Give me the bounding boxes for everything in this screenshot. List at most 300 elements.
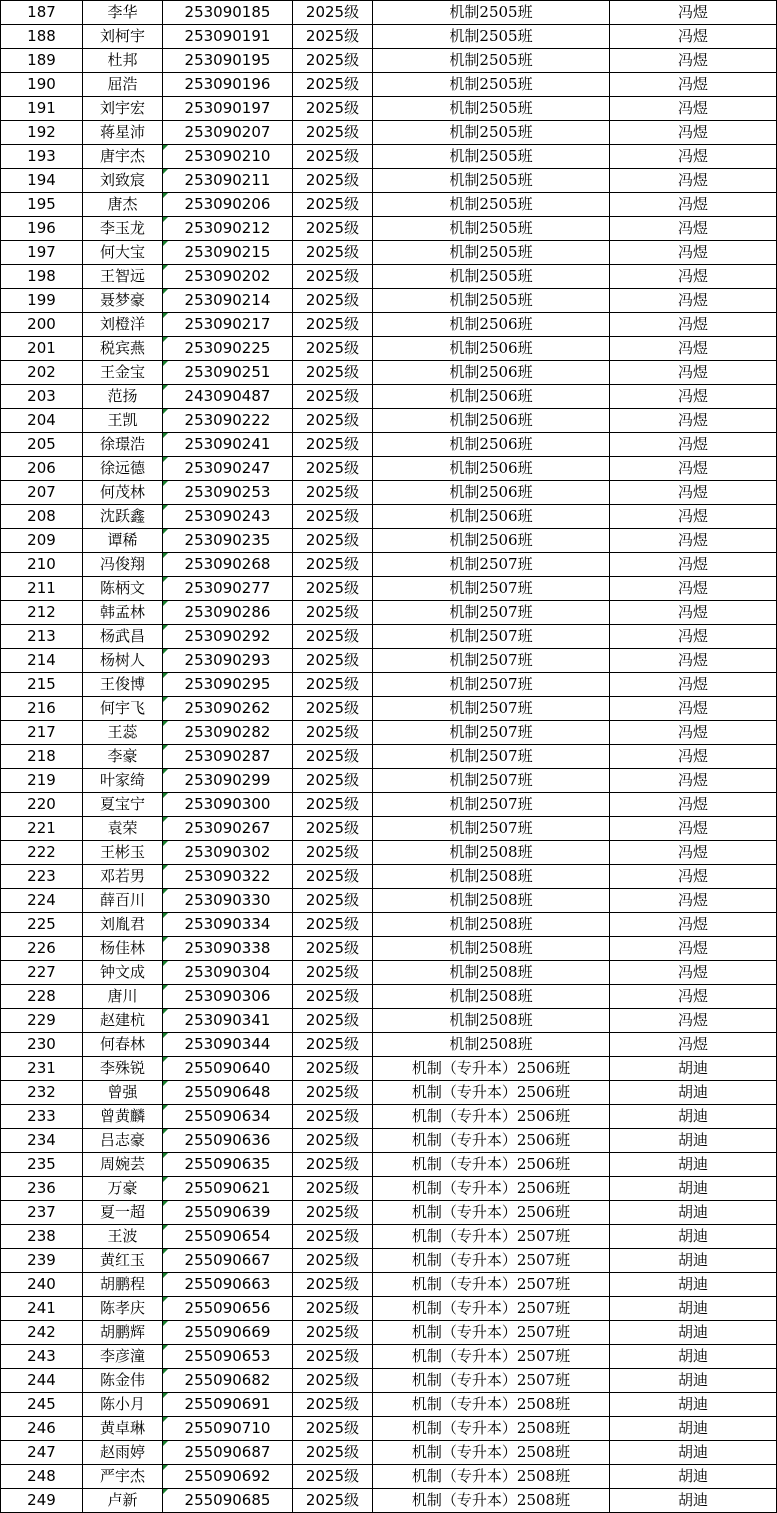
- seq-cell[interactable]: 229: [1, 1009, 83, 1033]
- table-row[interactable]: [1, 1297, 777, 1321]
- advisor-cell[interactable]: 胡迪: [610, 1489, 777, 1513]
- table-row[interactable]: [1, 673, 777, 697]
- advisor-cell[interactable]: 胡迪: [610, 1393, 777, 1417]
- name-cell[interactable]: 范扬: [83, 385, 163, 409]
- seq-cell[interactable]: 221: [1, 817, 83, 841]
- class-cell[interactable]: 机制（专升本）2508班: [373, 1417, 610, 1441]
- grade-cell[interactable]: 2025级: [293, 193, 373, 217]
- table-row[interactable]: [1, 505, 777, 529]
- grade-cell[interactable]: 2025级: [293, 49, 373, 73]
- name-cell[interactable]: 冯俊翔: [83, 553, 163, 577]
- seq-cell[interactable]: 227: [1, 961, 83, 985]
- table-row[interactable]: [1, 1105, 777, 1129]
- table-row[interactable]: [1, 1273, 777, 1297]
- advisor-cell[interactable]: 冯煜: [610, 385, 777, 409]
- class-cell[interactable]: 机制（专升本）2506班: [373, 1177, 610, 1201]
- table-row[interactable]: [1, 553, 777, 577]
- name-cell[interactable]: 韩孟林: [83, 601, 163, 625]
- name-cell[interactable]: 王金宝: [83, 361, 163, 385]
- class-cell[interactable]: 机制2505班: [373, 217, 610, 241]
- class-cell[interactable]: 机制（专升本）2506班: [373, 1057, 610, 1081]
- class-cell[interactable]: 机制（专升本）2506班: [373, 1129, 610, 1153]
- class-cell[interactable]: 机制2508班: [373, 913, 610, 937]
- class-cell[interactable]: 机制（专升本）2507班: [373, 1297, 610, 1321]
- grade-cell[interactable]: 2025级: [293, 1081, 373, 1105]
- table-row[interactable]: [1, 313, 777, 337]
- student-id-cell[interactable]: 255090621: [163, 1177, 293, 1201]
- student-id-cell[interactable]: 255090685: [163, 1489, 293, 1513]
- advisor-cell[interactable]: 冯煜: [610, 73, 777, 97]
- student-id-cell[interactable]: 255090648: [163, 1081, 293, 1105]
- name-cell[interactable]: 吕志豪: [83, 1129, 163, 1153]
- grade-cell[interactable]: 2025级: [293, 745, 373, 769]
- advisor-cell[interactable]: 冯煜: [610, 457, 777, 481]
- student-id-cell[interactable]: 253090268: [163, 553, 293, 577]
- name-cell[interactable]: 胡鹏程: [83, 1273, 163, 1297]
- table-row[interactable]: [1, 457, 777, 481]
- grade-cell[interactable]: 2025级: [293, 1417, 373, 1441]
- advisor-cell[interactable]: 胡迪: [610, 1465, 777, 1489]
- name-cell[interactable]: 何茂林: [83, 481, 163, 505]
- table-row[interactable]: [1, 73, 777, 97]
- name-cell[interactable]: 周婉芸: [83, 1153, 163, 1177]
- class-cell[interactable]: 机制2508班: [373, 985, 610, 1009]
- student-id-cell[interactable]: 253090197: [163, 97, 293, 121]
- student-id-cell[interactable]: 253090185: [163, 1, 293, 25]
- student-id-cell[interactable]: 253090202: [163, 265, 293, 289]
- seq-cell[interactable]: 207: [1, 481, 83, 505]
- name-cell[interactable]: 蒋星沛: [83, 121, 163, 145]
- seq-cell[interactable]: 249: [1, 1489, 83, 1513]
- grade-cell[interactable]: 2025级: [293, 865, 373, 889]
- seq-cell[interactable]: 233: [1, 1105, 83, 1129]
- advisor-cell[interactable]: 冯煜: [610, 313, 777, 337]
- seq-cell[interactable]: 197: [1, 241, 83, 265]
- name-cell[interactable]: 王凯: [83, 409, 163, 433]
- seq-cell[interactable]: 210: [1, 553, 83, 577]
- class-cell[interactable]: 机制（专升本）2508班: [373, 1441, 610, 1465]
- grade-cell[interactable]: 2025级: [293, 673, 373, 697]
- name-cell[interactable]: 唐杰: [83, 193, 163, 217]
- name-cell[interactable]: 薛百川: [83, 889, 163, 913]
- advisor-cell[interactable]: 冯煜: [610, 1, 777, 25]
- class-cell[interactable]: 机制2506班: [373, 313, 610, 337]
- advisor-cell[interactable]: 冯煜: [610, 409, 777, 433]
- student-id-cell[interactable]: 255090654: [163, 1225, 293, 1249]
- class-cell[interactable]: 机制2506班: [373, 337, 610, 361]
- name-cell[interactable]: 唐川: [83, 985, 163, 1009]
- student-id-cell[interactable]: 253090215: [163, 241, 293, 265]
- seq-cell[interactable]: 188: [1, 25, 83, 49]
- table-row[interactable]: [1, 361, 777, 385]
- name-cell[interactable]: 袁荣: [83, 817, 163, 841]
- seq-cell[interactable]: 196: [1, 217, 83, 241]
- advisor-cell[interactable]: 胡迪: [610, 1225, 777, 1249]
- class-cell[interactable]: 机制（专升本）2506班: [373, 1201, 610, 1225]
- class-cell[interactable]: 机制2506班: [373, 361, 610, 385]
- advisor-cell[interactable]: 胡迪: [610, 1201, 777, 1225]
- name-cell[interactable]: 何宇飞: [83, 697, 163, 721]
- student-id-cell[interactable]: 253090241: [163, 433, 293, 457]
- class-cell[interactable]: 机制2505班: [373, 25, 610, 49]
- advisor-cell[interactable]: 胡迪: [610, 1297, 777, 1321]
- grade-cell[interactable]: 2025级: [293, 361, 373, 385]
- class-cell[interactable]: 机制（专升本）2508班: [373, 1489, 610, 1513]
- seq-cell[interactable]: 203: [1, 385, 83, 409]
- student-id-cell[interactable]: 253090243: [163, 505, 293, 529]
- name-cell[interactable]: 李豪: [83, 745, 163, 769]
- seq-cell[interactable]: 217: [1, 721, 83, 745]
- class-cell[interactable]: 机制2507班: [373, 601, 610, 625]
- advisor-cell[interactable]: 胡迪: [610, 1441, 777, 1465]
- student-id-cell[interactable]: 253090299: [163, 769, 293, 793]
- grade-cell[interactable]: 2025级: [293, 985, 373, 1009]
- seq-cell[interactable]: 236: [1, 1177, 83, 1201]
- class-cell[interactable]: 机制2505班: [373, 265, 610, 289]
- seq-cell[interactable]: 242: [1, 1321, 83, 1345]
- student-id-cell[interactable]: 253090212: [163, 217, 293, 241]
- grade-cell[interactable]: 2025级: [293, 145, 373, 169]
- student-id-cell[interactable]: 253090222: [163, 409, 293, 433]
- table-row[interactable]: [1, 1009, 777, 1033]
- name-cell[interactable]: 徐远德: [83, 457, 163, 481]
- table-row[interactable]: [1, 25, 777, 49]
- table-row[interactable]: [1, 841, 777, 865]
- seq-cell[interactable]: 248: [1, 1465, 83, 1489]
- advisor-cell[interactable]: 冯煜: [610, 553, 777, 577]
- table-row[interactable]: [1, 1369, 777, 1393]
- grade-cell[interactable]: 2025级: [293, 505, 373, 529]
- advisor-cell[interactable]: 胡迪: [610, 1105, 777, 1129]
- student-id-cell[interactable]: 253090344: [163, 1033, 293, 1057]
- name-cell[interactable]: 叶家绮: [83, 769, 163, 793]
- grade-cell[interactable]: 2025级: [293, 529, 373, 553]
- name-cell[interactable]: 刘宇宏: [83, 97, 163, 121]
- table-row[interactable]: [1, 985, 777, 1009]
- table-row[interactable]: [1, 769, 777, 793]
- student-id-cell[interactable]: 253090196: [163, 73, 293, 97]
- name-cell[interactable]: 杜邦: [83, 49, 163, 73]
- name-cell[interactable]: 屈浩: [83, 73, 163, 97]
- grade-cell[interactable]: 2025级: [293, 769, 373, 793]
- student-id-cell[interactable]: 253090210: [163, 145, 293, 169]
- table-row[interactable]: [1, 1129, 777, 1153]
- grade-cell[interactable]: 2025级: [293, 817, 373, 841]
- seq-cell[interactable]: 246: [1, 1417, 83, 1441]
- grade-cell[interactable]: 2025级: [293, 937, 373, 961]
- table-row[interactable]: [1, 1441, 777, 1465]
- student-id-cell[interactable]: 255090656: [163, 1297, 293, 1321]
- advisor-cell[interactable]: 冯煜: [610, 745, 777, 769]
- class-cell[interactable]: 机制2507班: [373, 817, 610, 841]
- table-row[interactable]: [1, 337, 777, 361]
- grade-cell[interactable]: 2025级: [293, 97, 373, 121]
- name-cell[interactable]: 夏宝宁: [83, 793, 163, 817]
- student-id-cell[interactable]: 253090341: [163, 1009, 293, 1033]
- seq-cell[interactable]: 205: [1, 433, 83, 457]
- class-cell[interactable]: 机制2505班: [373, 169, 610, 193]
- table-row[interactable]: [1, 1081, 777, 1105]
- table-row[interactable]: [1, 649, 777, 673]
- table-row[interactable]: [1, 217, 777, 241]
- name-cell[interactable]: 李玉龙: [83, 217, 163, 241]
- student-id-cell[interactable]: 253090267: [163, 817, 293, 841]
- grade-cell[interactable]: 2025级: [293, 1465, 373, 1489]
- name-cell[interactable]: 王智远: [83, 265, 163, 289]
- name-cell[interactable]: 沈跃鑫: [83, 505, 163, 529]
- seq-cell[interactable]: 200: [1, 313, 83, 337]
- advisor-cell[interactable]: 冯煜: [610, 361, 777, 385]
- table-row[interactable]: [1, 913, 777, 937]
- grade-cell[interactable]: 2025级: [293, 409, 373, 433]
- student-id-cell[interactable]: 253090217: [163, 313, 293, 337]
- seq-cell[interactable]: 228: [1, 985, 83, 1009]
- grade-cell[interactable]: 2025级: [293, 553, 373, 577]
- class-cell[interactable]: 机制（专升本）2507班: [373, 1321, 610, 1345]
- grade-cell[interactable]: 2025级: [293, 601, 373, 625]
- seq-cell[interactable]: 244: [1, 1369, 83, 1393]
- student-id-cell[interactable]: 253090322: [163, 865, 293, 889]
- student-id-cell[interactable]: 253090191: [163, 25, 293, 49]
- student-id-cell[interactable]: 255090687: [163, 1441, 293, 1465]
- class-cell[interactable]: 机制2506班: [373, 529, 610, 553]
- grade-cell[interactable]: 2025级: [293, 1153, 373, 1177]
- table-row[interactable]: [1, 1321, 777, 1345]
- advisor-cell[interactable]: 冯煜: [610, 505, 777, 529]
- name-cell[interactable]: 徐璟浩: [83, 433, 163, 457]
- grade-cell[interactable]: 2025级: [293, 433, 373, 457]
- table-row[interactable]: [1, 1225, 777, 1249]
- class-cell[interactable]: 机制2505班: [373, 145, 610, 169]
- table-row[interactable]: [1, 817, 777, 841]
- name-cell[interactable]: 陈小月: [83, 1393, 163, 1417]
- table-row[interactable]: [1, 1, 777, 25]
- table-row[interactable]: [1, 889, 777, 913]
- name-cell[interactable]: 杨武昌: [83, 625, 163, 649]
- student-id-cell[interactable]: 253090330: [163, 889, 293, 913]
- class-cell[interactable]: 机制2507班: [373, 721, 610, 745]
- name-cell[interactable]: 杨树人: [83, 649, 163, 673]
- table-row[interactable]: [1, 1177, 777, 1201]
- student-id-cell[interactable]: 253090334: [163, 913, 293, 937]
- class-cell[interactable]: 机制2507班: [373, 577, 610, 601]
- class-cell[interactable]: 机制（专升本）2507班: [373, 1369, 610, 1393]
- class-cell[interactable]: 机制2506班: [373, 457, 610, 481]
- name-cell[interactable]: 唐宇杰: [83, 145, 163, 169]
- seq-cell[interactable]: 239: [1, 1249, 83, 1273]
- class-cell[interactable]: 机制（专升本）2508班: [373, 1465, 610, 1489]
- advisor-cell[interactable]: 冯煜: [610, 97, 777, 121]
- student-id-cell[interactable]: 253090253: [163, 481, 293, 505]
- student-id-cell[interactable]: 253090225: [163, 337, 293, 361]
- name-cell[interactable]: 税宾燕: [83, 337, 163, 361]
- class-cell[interactable]: 机制（专升本）2507班: [373, 1225, 610, 1249]
- class-cell[interactable]: 机制2507班: [373, 697, 610, 721]
- table-row[interactable]: [1, 529, 777, 553]
- name-cell[interactable]: 严宇杰: [83, 1465, 163, 1489]
- seq-cell[interactable]: 226: [1, 937, 83, 961]
- advisor-cell[interactable]: 冯煜: [610, 841, 777, 865]
- grade-cell[interactable]: 2025级: [293, 1489, 373, 1513]
- advisor-cell[interactable]: 冯煜: [610, 529, 777, 553]
- grade-cell[interactable]: 2025级: [293, 169, 373, 193]
- advisor-cell[interactable]: 冯煜: [610, 577, 777, 601]
- advisor-cell[interactable]: 冯煜: [610, 649, 777, 673]
- name-cell[interactable]: 陈金伟: [83, 1369, 163, 1393]
- grade-cell[interactable]: 2025级: [293, 481, 373, 505]
- student-id-cell[interactable]: 253090262: [163, 697, 293, 721]
- name-cell[interactable]: 刘柯宇: [83, 25, 163, 49]
- grade-cell[interactable]: 2025级: [293, 1393, 373, 1417]
- table-row[interactable]: [1, 481, 777, 505]
- seq-cell[interactable]: 223: [1, 865, 83, 889]
- name-cell[interactable]: 李华: [83, 1, 163, 25]
- student-id-cell[interactable]: 253090286: [163, 601, 293, 625]
- table-row[interactable]: [1, 601, 777, 625]
- advisor-cell[interactable]: 冯煜: [610, 937, 777, 961]
- grade-cell[interactable]: 2025级: [293, 1321, 373, 1345]
- student-id-cell[interactable]: 243090487: [163, 385, 293, 409]
- table-row[interactable]: [1, 697, 777, 721]
- grade-cell[interactable]: 2025级: [293, 217, 373, 241]
- seq-cell[interactable]: 245: [1, 1393, 83, 1417]
- name-cell[interactable]: 王彬玉: [83, 841, 163, 865]
- table-row[interactable]: [1, 745, 777, 769]
- advisor-cell[interactable]: 冯煜: [610, 217, 777, 241]
- class-cell[interactable]: 机制2507班: [373, 769, 610, 793]
- seq-cell[interactable]: 212: [1, 601, 83, 625]
- class-cell[interactable]: 机制2505班: [373, 193, 610, 217]
- advisor-cell[interactable]: 冯煜: [610, 481, 777, 505]
- seq-cell[interactable]: 193: [1, 145, 83, 169]
- student-id-cell[interactable]: 255090640: [163, 1057, 293, 1081]
- grade-cell[interactable]: 2025级: [293, 1201, 373, 1225]
- class-cell[interactable]: 机制（专升本）2506班: [373, 1105, 610, 1129]
- name-cell[interactable]: 刘致宸: [83, 169, 163, 193]
- class-cell[interactable]: 机制2508班: [373, 937, 610, 961]
- table-row[interactable]: [1, 1033, 777, 1057]
- class-cell[interactable]: 机制（专升本）2506班: [373, 1081, 610, 1105]
- table-row[interactable]: [1, 721, 777, 745]
- seq-cell[interactable]: 192: [1, 121, 83, 145]
- student-id-cell[interactable]: 253090338: [163, 937, 293, 961]
- class-cell[interactable]: 机制2508班: [373, 865, 610, 889]
- student-id-cell[interactable]: 253090235: [163, 529, 293, 553]
- grade-cell[interactable]: 2025级: [293, 265, 373, 289]
- class-cell[interactable]: 机制（专升本）2508班: [373, 1393, 610, 1417]
- student-id-cell[interactable]: 255090682: [163, 1369, 293, 1393]
- grade-cell[interactable]: 2025级: [293, 1225, 373, 1249]
- name-cell[interactable]: 邓若男: [83, 865, 163, 889]
- table-row[interactable]: [1, 577, 777, 601]
- advisor-cell[interactable]: 冯煜: [610, 721, 777, 745]
- class-cell[interactable]: 机制（专升本）2507班: [373, 1273, 610, 1297]
- table-row[interactable]: [1, 385, 777, 409]
- student-id-cell[interactable]: 255090691: [163, 1393, 293, 1417]
- grade-cell[interactable]: 2025级: [293, 1057, 373, 1081]
- class-cell[interactable]: 机制2508班: [373, 1033, 610, 1057]
- seq-cell[interactable]: 225: [1, 913, 83, 937]
- class-cell[interactable]: 机制（专升本）2507班: [373, 1345, 610, 1369]
- table-row[interactable]: [1, 1201, 777, 1225]
- student-id-cell[interactable]: 253090302: [163, 841, 293, 865]
- table-row[interactable]: [1, 49, 777, 73]
- class-cell[interactable]: 机制2506班: [373, 505, 610, 529]
- seq-cell[interactable]: 235: [1, 1153, 83, 1177]
- advisor-cell[interactable]: 冯煜: [610, 1033, 777, 1057]
- seq-cell[interactable]: 199: [1, 289, 83, 313]
- name-cell[interactable]: 何春林: [83, 1033, 163, 1057]
- name-cell[interactable]: 赵建杭: [83, 1009, 163, 1033]
- student-id-cell[interactable]: 253090292: [163, 625, 293, 649]
- table-row[interactable]: [1, 1057, 777, 1081]
- student-id-cell[interactable]: 253090287: [163, 745, 293, 769]
- table-row[interactable]: [1, 265, 777, 289]
- table-row[interactable]: [1, 433, 777, 457]
- table-row[interactable]: [1, 625, 777, 649]
- class-cell[interactable]: 机制2505班: [373, 121, 610, 145]
- name-cell[interactable]: 李殊锐: [83, 1057, 163, 1081]
- grade-cell[interactable]: 2025级: [293, 625, 373, 649]
- advisor-cell[interactable]: 冯煜: [610, 961, 777, 985]
- grade-cell[interactable]: 2025级: [293, 121, 373, 145]
- grade-cell[interactable]: 2025级: [293, 889, 373, 913]
- advisor-cell[interactable]: 冯煜: [610, 673, 777, 697]
- student-id-cell[interactable]: 253090295: [163, 673, 293, 697]
- class-cell[interactable]: 机制2505班: [373, 49, 610, 73]
- name-cell[interactable]: 胡鹏辉: [83, 1321, 163, 1345]
- advisor-cell[interactable]: 冯煜: [610, 697, 777, 721]
- grade-cell[interactable]: 2025级: [293, 289, 373, 313]
- advisor-cell[interactable]: 冯煜: [610, 793, 777, 817]
- seq-cell[interactable]: 204: [1, 409, 83, 433]
- advisor-cell[interactable]: 冯煜: [610, 121, 777, 145]
- class-cell[interactable]: 机制2506班: [373, 409, 610, 433]
- seq-cell[interactable]: 213: [1, 625, 83, 649]
- student-id-cell[interactable]: 253090251: [163, 361, 293, 385]
- grade-cell[interactable]: 2025级: [293, 385, 373, 409]
- class-cell[interactable]: 机制2506班: [373, 385, 610, 409]
- student-id-cell[interactable]: 255090636: [163, 1129, 293, 1153]
- grade-cell[interactable]: 2025级: [293, 1033, 373, 1057]
- student-id-cell[interactable]: 253090300: [163, 793, 293, 817]
- class-cell[interactable]: 机制2507班: [373, 649, 610, 673]
- seq-cell[interactable]: 247: [1, 1441, 83, 1465]
- table-row[interactable]: [1, 1489, 777, 1513]
- seq-cell[interactable]: 215: [1, 673, 83, 697]
- student-id-cell[interactable]: 253090214: [163, 289, 293, 313]
- table-row[interactable]: [1, 961, 777, 985]
- grade-cell[interactable]: 2025级: [293, 1441, 373, 1465]
- student-id-cell[interactable]: 253090211: [163, 169, 293, 193]
- advisor-cell[interactable]: 冯煜: [610, 817, 777, 841]
- grade-cell[interactable]: 2025级: [293, 73, 373, 97]
- class-cell[interactable]: 机制（专升本）2507班: [373, 1249, 610, 1273]
- class-cell[interactable]: 机制（专升本）2506班: [373, 1153, 610, 1177]
- seq-cell[interactable]: 195: [1, 193, 83, 217]
- table-row[interactable]: [1, 1249, 777, 1273]
- advisor-cell[interactable]: 冯煜: [610, 49, 777, 73]
- advisor-cell[interactable]: 冯煜: [610, 169, 777, 193]
- grade-cell[interactable]: 2025级: [293, 1177, 373, 1201]
- name-cell[interactable]: 陈孝庆: [83, 1297, 163, 1321]
- advisor-cell[interactable]: 胡迪: [610, 1153, 777, 1177]
- advisor-cell[interactable]: 冯煜: [610, 241, 777, 265]
- seq-cell[interactable]: 209: [1, 529, 83, 553]
- advisor-cell[interactable]: 冯煜: [610, 625, 777, 649]
- grade-cell[interactable]: 2025级: [293, 25, 373, 49]
- name-cell[interactable]: 谭稀: [83, 529, 163, 553]
